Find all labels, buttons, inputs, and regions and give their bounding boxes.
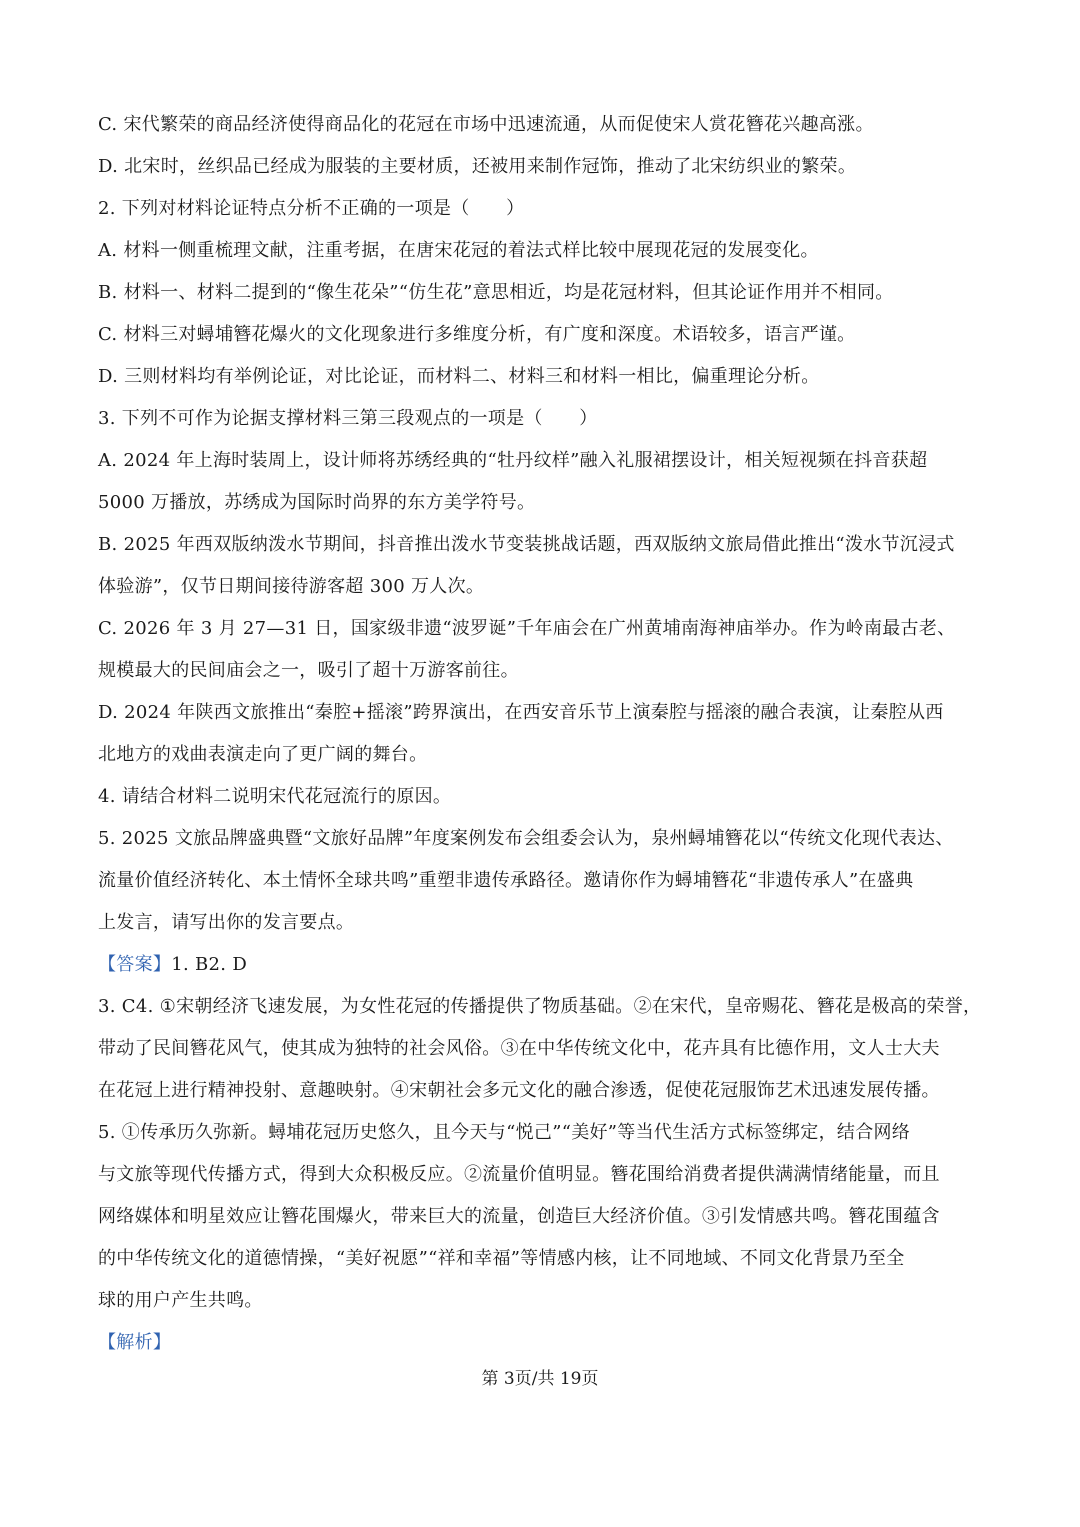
answer-line: 球的用户产生共鸣。: [98, 1290, 263, 1311]
answer-line: 在花冠上进行精神投射、意趣映射。④宋朝社会多元文化的融合渗透，促使花冠服饰艺术迅速发展传播。: [98, 1080, 940, 1101]
text-line: C. 材料三对蟳埔簪花爆火的文化现象进行多维度分析，有广度和深度。术语较多，语言严谨。: [98, 324, 856, 345]
answer-tag: 【答案】: [98, 954, 172, 975]
page-number-footer: 第 3页/共 19页: [481, 1369, 599, 1389]
text-line: D. 北宋时，丝织品已经成为服装的主要材质，还被用来制作冠饰，推动了北宋纺织业的繁荣。: [98, 156, 857, 177]
text-line: D. 三则材料均有举例论证，对比论证，而材料二、材料三和材料一相比，偏重理论分析。: [98, 366, 820, 387]
question-2-stem: 2. 下列对材料论证特点分析不正确的一项是（ ）: [98, 198, 525, 219]
analysis-tag: 【解析】: [98, 1332, 172, 1353]
answer-line: 的中华传统文化的道德情操，“美好祝愿”“祥和幸福”等情感内核，让不同地域、不同文化背景乃至全: [98, 1248, 905, 1269]
text-line: 上发言，请写出你的发言要点。: [98, 912, 355, 933]
text-line: A. 2024 年上海时装周上，设计师将苏绣经典的“牡丹纹样”融入礼服裙摆设计，相关短视频在抖音获超: [98, 450, 928, 471]
answer-heading-line: [98, 944, 986, 986]
answer-line: 3. C4. ①宋朝经济飞速发展，为女性花冠的传播提供了物质基础。②在宋代，皇帝赐花、簪花是极高的荣誉，: [98, 996, 982, 1017]
text-line: B. 2025 年西双版纳泼水节期间，抖音推出泼水节变装挑战话题，西双版纳文旅局借此推出“泼水节沉浸式: [98, 534, 955, 555]
answer-line: 5. ①传承历久弥新。蟳埔花冠历史悠久，且今天与“悦己”“美好”等当代生活方式标签绑定，结合网络: [98, 1122, 911, 1143]
answer-line: 网络媒体和明星效应让簪花围爆火，带来巨大的流量，创造巨大经济价值。③引发情感共鸣。簪花围蕴含: [98, 1206, 940, 1227]
text-line: 北地方的戏曲表演走向了更广阔的舞台。: [98, 744, 428, 765]
text-line: A. 材料一侧重梳理文献，注重考据，在唐宋花冠的着法式样比较中展现花冠的发展变化。: [98, 240, 819, 261]
text-line: 规模最大的民间庙会之一，吸引了超十万游客前往。: [98, 660, 519, 681]
answer-line: 带动了民间簪花风气，使其成为独特的社会风俗。③在中华传统文化中，花卉具有比德作用，文人士大夫: [98, 1038, 940, 1059]
text-line: D. 2024 年陕西文旅推出“秦腔+摇滚”跨界演出，在西安音乐节上演秦腔与摇滚的融合表演，让秦腔从西: [98, 702, 944, 723]
answer-line: 与文旅等现代传播方式，得到大众积极反应。②流量价值明显。簪花围给消费者提供满满情绪能量，而且: [98, 1164, 940, 1185]
text-line: 5000 万播放，苏绣成为国际时尚界的东方美学符号。: [98, 492, 536, 513]
question-5-stem: 5. 2025 文旅品牌盛典暨“文旅好品牌”年度案例发布会组委会认为，泉州蟳埔簪花以“传统文化现代表达、: [98, 828, 954, 849]
text-line: B. 材料一、材料二提到的“像生花朵”“仿生花”意思相近，均是花冠材料，但其论证作用并不相同。: [98, 282, 894, 303]
text-line: C. 2026 年 3 月 27—31 日，国家级非遗“波罗诞”千年庙会在广州黄埔南海神庙举办。作为岭南最古老、: [98, 618, 956, 639]
question-4-stem: 4. 请结合材料二说明宋代花冠流行的原因。: [98, 786, 452, 807]
text-line: 流量价值经济转化、本土情怀全球共鸣”重塑非遗传承路径。邀请你作为蟳埔簪花“非遗传承人”在盛典: [98, 870, 914, 891]
question-3-stem: 3. 下列不可作为论据支撑材料三第三段观点的一项是（ ）: [98, 408, 598, 429]
text-line: 体验游”，仅节日期间接待游客超 300 万人次。: [98, 576, 485, 597]
analysis-heading-line: [98, 1322, 986, 1364]
text-line: C. 宋代繁荣的商品经济使得商品化的花冠在市场中迅速流通，从而促使宋人赏花簪花兴趣高涨。: [98, 114, 874, 135]
answer-text: 1. B2. D: [171, 954, 248, 975]
document-page: [98, 104, 986, 1364]
